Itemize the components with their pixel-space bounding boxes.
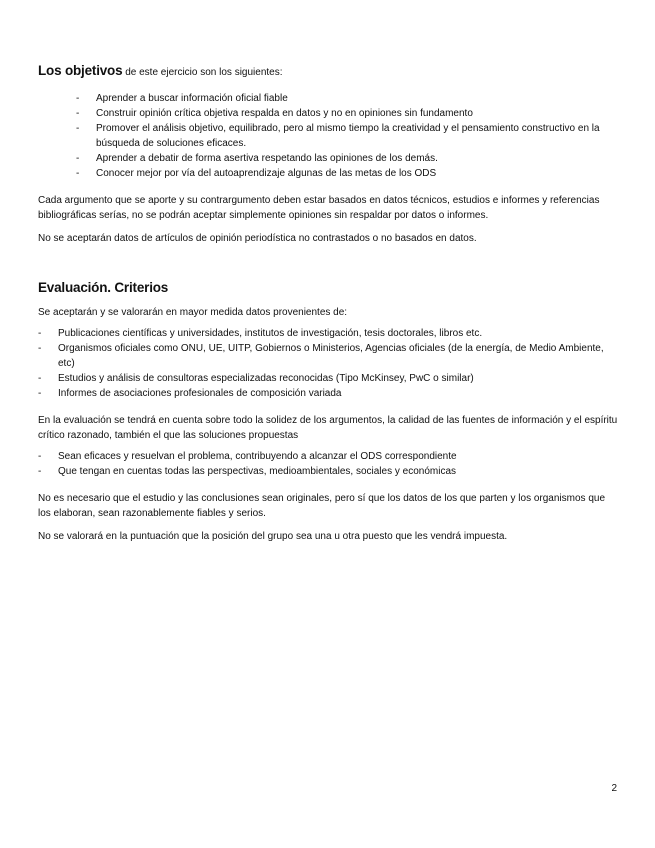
list-item-text: Informes de asociaciones profesionales de composición variada	[58, 388, 342, 399]
objectives-heading-suffix: de este ejercicio son los siguientes:	[122, 67, 283, 78]
press-paragraph: No se aceptarán datos de artículos de opinión periodística no contrastados o no basados en datos.	[38, 233, 477, 244]
list-item-text: Aprender a debatir de forma asertiva respetando las opiniones de los demás.	[96, 153, 438, 164]
list-item	[76, 91, 618, 106]
objectives-heading-line	[38, 62, 618, 80]
list-item-text: Que tengan en cuentas todas las perspectivas, medioambientales, sociales y económicas	[58, 466, 457, 477]
page-content	[38, 62, 618, 544]
list-item	[76, 121, 618, 151]
list-item-text: Conocer mejor por vía del autoaprendizaje algunas de las metas de los ODS	[96, 168, 437, 179]
originality-paragraph: No es necesario que el estudio y las conclusiones sean originales, pero sí que los datos de los que parten y los organismos que los elaboran, sean razonablemente fiables y serios.	[38, 493, 606, 519]
evaluation-paragraph: En la evaluación se tendrá en cuenta sobre todo la solidez de los argumentos, la calidad de las fuentes de información y el espíritu crítico razonado, también el que las soluciones propuestas	[38, 415, 618, 441]
list-dash: -	[38, 451, 42, 462]
list-item	[38, 371, 618, 386]
solutions-list	[38, 449, 618, 479]
list-item	[38, 341, 618, 371]
objectives-heading: Los objetivos	[38, 63, 123, 78]
list-item	[76, 166, 618, 181]
list-dash: -	[38, 388, 42, 399]
list-item	[76, 151, 618, 166]
list-item-text: Construir opinión crítica objetiva respalda en datos y no en opiniones sin fundamento	[96, 108, 473, 119]
list-item	[38, 386, 618, 401]
list-dash: -	[76, 108, 80, 119]
evaluation-heading: Evaluación. Criterios	[38, 280, 169, 295]
list-dash: -	[38, 466, 42, 477]
objectives-list	[76, 91, 618, 181]
list-item-text: Sean eficaces y resuelvan el problema, contribuyendo a alcanzar el ODS correspondiente	[58, 451, 457, 462]
position-paragraph: No se valorará en la puntuación que la posición del grupo sea una u otra puesto que les vendrá impuesta.	[38, 531, 508, 542]
list-item-text: Organismos oficiales como ONU, UE, UITP, Gobiernos o Ministerios, Agencias oficiales (de la energía, de Medio Ambiente, etc)	[58, 343, 604, 369]
list-dash: -	[38, 373, 42, 384]
list-item	[38, 464, 618, 479]
list-item	[76, 106, 618, 121]
page-number: 2	[611, 783, 617, 794]
list-dash: -	[38, 343, 42, 354]
sources-intro: Se aceptarán y se valorarán en mayor medida datos provenientes de:	[38, 307, 348, 318]
list-dash: -	[76, 153, 80, 164]
list-dash: -	[76, 123, 80, 134]
list-item-text: Estudios y análisis de consultoras especializadas reconocidas (Tipo McKinsey, PwC o similar)	[58, 373, 474, 384]
list-dash: -	[76, 93, 80, 104]
list-dash: -	[76, 168, 80, 179]
list-item-text: Promover el análisis objetivo, equilibrado, pero al mismo tiempo la creatividad y el pensamiento constructivo en la búsqueda de soluciones eficaces.	[96, 123, 600, 149]
sources-list	[38, 326, 618, 401]
list-item-text: Publicaciones científicas y universidades, institutos de investigación, tesis doctorales, libros etc.	[58, 328, 483, 339]
argument-paragraph: Cada argumento que se aporte y su contrargumento deben estar basados en datos técnicos, estudios e informes y referencias bibliográficas serías, no se podrán aceptar simplemente opiniones sin respaldar por datos o informes.	[38, 195, 600, 221]
list-item	[38, 449, 618, 464]
list-item	[38, 326, 618, 341]
list-item-text: Aprender a buscar información oficial fiable	[96, 93, 288, 104]
list-dash: -	[38, 328, 42, 339]
